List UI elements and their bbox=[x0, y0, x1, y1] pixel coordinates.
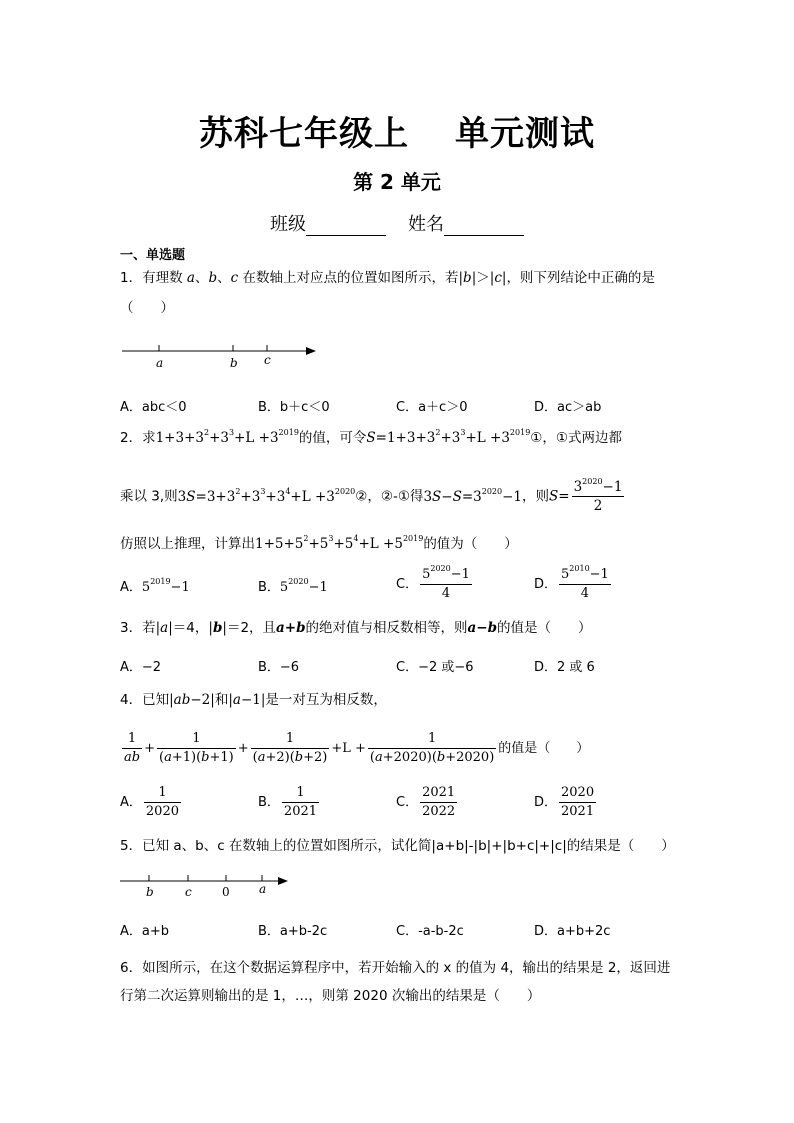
q4-a-num: 1 bbox=[144, 784, 181, 803]
q4-b-den: 2021 bbox=[283, 804, 318, 819]
name-label: 姓名 bbox=[408, 214, 444, 235]
q2-sum-expr: $1+3+3^2+3^3+L +3^{2019}$ bbox=[155, 428, 299, 446]
q1-var-c: c bbox=[230, 270, 239, 286]
q1-option-c[interactable]: C．a＋c＞0 bbox=[396, 400, 468, 415]
q2-text: 仿照以上推理，计算出 bbox=[120, 536, 255, 552]
q2-option-d-frac: $\frac{5^{2010}-1}{4}$ bbox=[561, 564, 609, 601]
q4-text: 和 bbox=[214, 692, 229, 708]
q1-text: 在数轴上对应点的位置如图所示，若 bbox=[238, 270, 459, 286]
question-1 bbox=[120, 268, 655, 288]
q2-option-d[interactable] bbox=[534, 566, 613, 603]
q1-axis-label-a: a bbox=[156, 356, 164, 370]
q3-a-minus-b: a−b bbox=[467, 620, 498, 636]
q5-number-line bbox=[118, 872, 298, 902]
q5-option-b[interactable]: B．a+b-2c bbox=[258, 924, 328, 939]
q1-text: ，则下列结论中正确的是 bbox=[506, 270, 655, 286]
q1-var-a: a bbox=[186, 270, 195, 286]
q4-term-last: $\frac{1}{(a+2020)(b+2020)}$ bbox=[369, 731, 495, 765]
q4-c-num: 2021 bbox=[420, 784, 457, 803]
q2-text: ②，②-①得 bbox=[355, 488, 424, 505]
q2-s-result: S= bbox=[549, 488, 570, 505]
q2-s-fraction: $\frac{3^{2020}-1}{2}$ bbox=[573, 477, 623, 514]
q1-sep: 、 bbox=[217, 270, 231, 286]
class-blank[interactable] bbox=[306, 217, 386, 236]
q4-option-d[interactable] bbox=[534, 784, 598, 821]
q4-c-den: 2022 bbox=[422, 804, 456, 819]
q2-option-b-expr: $5^{2020}-1$ bbox=[279, 577, 328, 595]
q5-axis-label-b: b bbox=[146, 885, 154, 899]
q4-option-d-label: D． bbox=[534, 795, 558, 810]
q4-b-num: 1 bbox=[282, 784, 319, 803]
q1-axis-label-b: b bbox=[230, 356, 238, 370]
q3-a-plus-b: a+b bbox=[276, 620, 306, 636]
q1-abs-c: |c| bbox=[489, 270, 507, 286]
q2-option-c[interactable] bbox=[396, 566, 474, 603]
document-title bbox=[0, 106, 794, 155]
q1-option-b[interactable]: B．b＋c＜0 bbox=[258, 400, 330, 415]
q3-text: 的值是（ ） bbox=[497, 620, 592, 636]
title-part-b: 单元测试 bbox=[455, 114, 595, 154]
q4-option-b[interactable] bbox=[258, 784, 321, 821]
q1-abs-b: |b| bbox=[458, 270, 477, 286]
q5-axis-label-zero: 0 bbox=[222, 885, 230, 899]
q2-text: 乘以 3,则 bbox=[120, 488, 178, 505]
q4-text: 的值是（ ） bbox=[498, 741, 590, 756]
q2-option-d-label: D． bbox=[534, 577, 558, 592]
q2-text: ，则 bbox=[522, 488, 550, 505]
q3-abs-b: |b| bbox=[208, 620, 227, 636]
q3-abs-a: |a| bbox=[155, 620, 173, 636]
q3-option-a[interactable]: A．−2 bbox=[120, 660, 162, 675]
q4-term-3: $\frac{1}{(a+2)(b+2)}$ bbox=[252, 731, 328, 765]
question-3 bbox=[120, 618, 592, 638]
q2-3s-def: $3S=3+3^2+3^3+3^4+L +3^{2020}$ bbox=[177, 486, 356, 505]
q4-option-c[interactable] bbox=[396, 784, 459, 821]
q4-a-den: 2020 bbox=[145, 804, 179, 819]
q4-d-den: 2021 bbox=[561, 804, 595, 819]
q4-abs-ab-2: |ab−2| bbox=[169, 692, 215, 708]
q1-gt: ＞ bbox=[476, 270, 490, 286]
q1-number-line bbox=[118, 340, 328, 372]
q4-option-a-label: A． bbox=[120, 795, 142, 810]
q1-text: 1．有理数 bbox=[120, 270, 187, 286]
q4-abs-a-1: |a−1| bbox=[228, 692, 266, 708]
q2-option-c-label: C． bbox=[396, 577, 419, 592]
q4-term-1: $\frac{1}{ab}$ bbox=[124, 731, 141, 765]
q2-option-b[interactable] bbox=[258, 576, 328, 595]
q2-text: 的值，可令 bbox=[298, 430, 367, 446]
q4-d-num: 2020 bbox=[559, 784, 596, 803]
q3-text: 的绝对值与相反数相等，则 bbox=[305, 620, 468, 636]
section-heading: 一、单选题 bbox=[120, 248, 186, 263]
q4-term-2: $\frac{1}{(a+1)(b+1)}$ bbox=[158, 731, 234, 765]
unit-subtitle: 第 2 单元 bbox=[353, 170, 441, 194]
question-4-expression: $\frac{1}{ab}$ + $\frac{1}{(a+1)(b+1)}$ + $\frac{1}{(a+2)(b+2)}$ +L + $\frac{1}{(a+2020)(b+2020)}$ 的值是（ ） bbox=[124, 731, 590, 765]
q1-option-d[interactable]: D．ac＞ab bbox=[534, 400, 602, 415]
name-blank[interactable] bbox=[444, 217, 524, 236]
q5-option-a[interactable]: A．a+b bbox=[120, 924, 170, 939]
q2-option-b-label: B． bbox=[258, 580, 280, 595]
q3-option-d[interactable]: D．2 或 6 bbox=[534, 660, 595, 675]
class-label: 班级 bbox=[270, 214, 306, 235]
q3-text: 3．若 bbox=[120, 620, 156, 636]
question-2-line-2 bbox=[120, 478, 626, 515]
q3-option-b[interactable]: B．−6 bbox=[258, 660, 300, 675]
q3-text: ＝4， bbox=[172, 620, 209, 636]
q2-option-a-expr: $5^{2019}-1$ bbox=[141, 577, 190, 595]
student-info-line bbox=[0, 210, 794, 236]
q1-option-a[interactable]: A．abc＜0 bbox=[120, 400, 187, 415]
q4-text: 4．已知 bbox=[120, 692, 170, 708]
q3-option-c[interactable]: C．−2 或−6 bbox=[396, 660, 474, 675]
q2-text: 的值为（ ） bbox=[423, 536, 518, 552]
q1-paren: （ ） bbox=[120, 300, 174, 316]
q2-text: 2．求 bbox=[120, 430, 156, 446]
q4-option-c-label: C． bbox=[396, 795, 419, 810]
q2-target-sum: $1+5+5^2+5^3+5^4+L +5^{2019}$ bbox=[255, 534, 424, 552]
title-part-a: 苏科七年级上 bbox=[199, 114, 409, 154]
question-2-line-3 bbox=[120, 534, 518, 554]
q5-axis-label-c: c bbox=[185, 885, 192, 899]
question-4-line-1 bbox=[120, 690, 387, 710]
question-6-line-1: 6．如图所示，在这个数据运算程序中，若开始输入的 x 的值为 4，输出的结果是 2，返回进 bbox=[120, 960, 671, 976]
question-6-line-2: 行第二次运算则输出的是 1，…，则第 2020 次输出的结果是（ ） bbox=[120, 988, 541, 1004]
q4-text: 是一对互为相反数， bbox=[265, 692, 387, 708]
q4-option-a[interactable] bbox=[120, 784, 183, 821]
q2-option-a[interactable] bbox=[120, 576, 190, 595]
q1-axis-label-c: c bbox=[264, 353, 271, 367]
q2-diff: $3S-S=3^{2020}-1$ bbox=[423, 486, 523, 505]
question-5: 5．已知 a、b、c 在数轴上的位置如图所示，试化简|a+b|-|b|+|b+c|+|c|的结果是（ ） bbox=[120, 838, 675, 854]
q2-text: ①，①式两边都 bbox=[530, 430, 622, 446]
q5-option-d[interactable]: D．a+b+2c bbox=[534, 924, 611, 939]
q2-option-c-frac: $\frac{5^{2020}-1}{4}$ bbox=[422, 564, 470, 601]
q2-option-a-label: A． bbox=[120, 580, 142, 595]
q3-text: ＝2，且 bbox=[226, 620, 277, 636]
q2-s-def: $S=1+3+3^2+3^3+L +3^{2019}$ bbox=[366, 428, 531, 446]
q4-option-b-label: B． bbox=[258, 795, 280, 810]
q1-var-b: b bbox=[208, 270, 218, 286]
q5-axis-label-a: a bbox=[259, 882, 267, 896]
q1-sep: 、 bbox=[194, 270, 209, 286]
q5-option-c[interactable]: C．-a-b-2c bbox=[396, 924, 464, 939]
question-2-line-1 bbox=[120, 428, 622, 448]
